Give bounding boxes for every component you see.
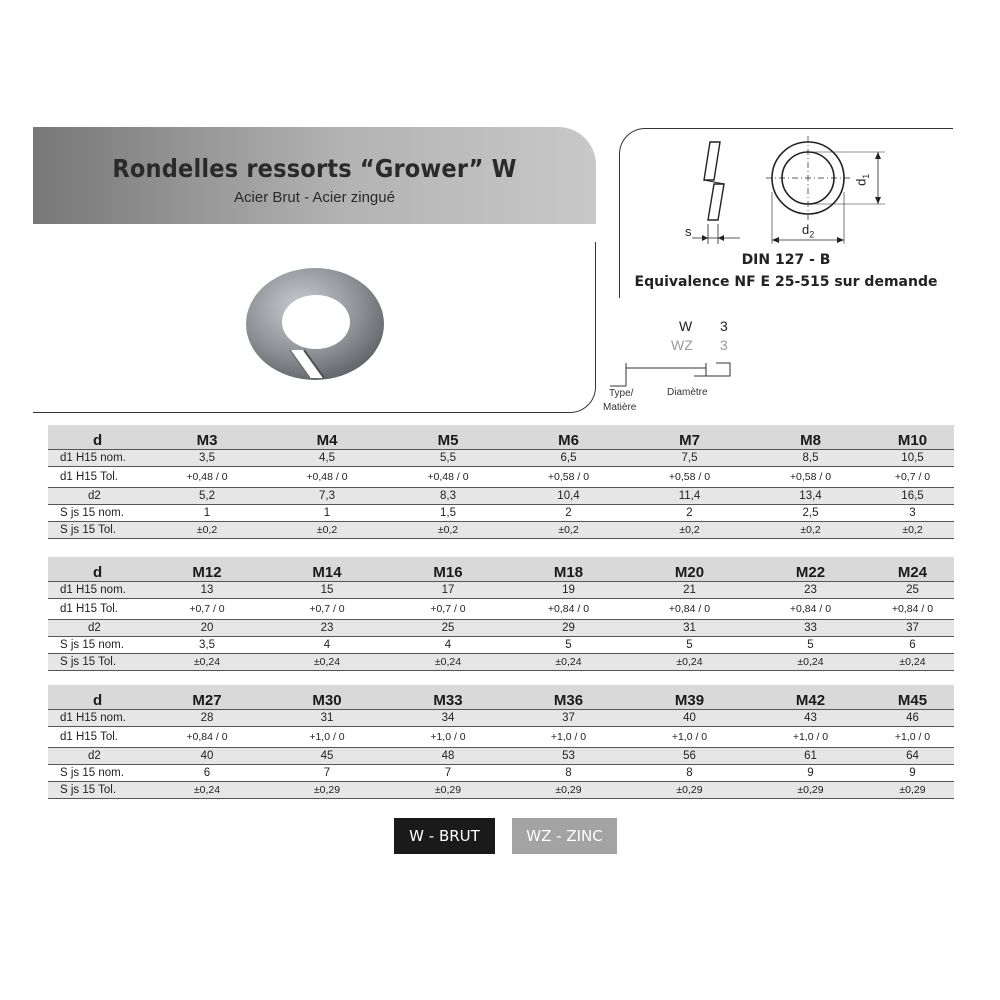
table-cell: +0,7 / 0 [266, 599, 388, 620]
diameter-label: Diamètre [667, 387, 708, 398]
table-cell: 28 [148, 710, 266, 727]
table-cell: 29 [508, 620, 629, 637]
badge-wz-zinc: WZ - ZINC [512, 818, 617, 854]
spec-table-1 [48, 425, 954, 539]
table-row [48, 450, 954, 467]
size-cell: M3 [148, 425, 266, 450]
table-cell: +0,84 / 0 [629, 599, 750, 620]
table-cell: 23 [266, 620, 388, 637]
spec-table-3 [48, 685, 954, 799]
table-cell: 25 [871, 582, 954, 599]
row-label: S js 15 Tol. [48, 782, 148, 799]
code-w: W [679, 318, 693, 334]
size-cell: M12 [148, 557, 266, 582]
size-cell: M6 [508, 425, 629, 450]
table-cell: 64 [871, 748, 954, 765]
table-cell: 34 [388, 710, 508, 727]
table-cell: 6,5 [508, 450, 629, 467]
table-cell: 8 [508, 765, 629, 782]
table-cell: 5,2 [148, 488, 266, 505]
table-cell: ±0,24 [871, 654, 954, 671]
table-row [48, 710, 954, 727]
table-cell: 20 [148, 620, 266, 637]
table-cell: 45 [266, 748, 388, 765]
table-header-row [48, 685, 954, 710]
din-standard: DIN 127 - B [741, 252, 831, 268]
table-cell: 3,5 [148, 450, 266, 467]
table-cell: +0,84 / 0 [508, 599, 629, 620]
table-cell: 48 [388, 748, 508, 765]
table-cell: 5,5 [388, 450, 508, 467]
size-cell: M33 [388, 685, 508, 710]
table-cell: 7,3 [266, 488, 388, 505]
table-cell: +0,58 / 0 [508, 467, 629, 488]
size-cell: M22 [750, 557, 871, 582]
dim-d1-main: d [853, 178, 869, 186]
row-label: d1 H15 Tol. [48, 599, 148, 620]
table-cell: 13 [148, 582, 266, 599]
table-row [48, 582, 954, 599]
size-cell: M16 [388, 557, 508, 582]
size-cell: M7 [629, 425, 750, 450]
table-cell: +0,7 / 0 [148, 599, 266, 620]
table-header-row [48, 425, 954, 450]
row-label: d [48, 685, 148, 710]
code-wz: WZ [671, 337, 693, 353]
row-label: d [48, 557, 148, 582]
table-cell: 16,5 [871, 488, 954, 505]
code-w-num: 3 [720, 318, 728, 334]
table-cell: 1 [266, 505, 388, 522]
table-cell: 6 [148, 765, 266, 782]
dim-d2-sub: 2 [809, 229, 815, 240]
row-label: S js 15 Tol. [48, 522, 148, 539]
washer-technical-drawing [680, 132, 890, 250]
row-label: d2 [48, 748, 148, 765]
table-cell: 4,5 [266, 450, 388, 467]
size-cell: M39 [629, 685, 750, 710]
dim-d1-sub: 1 [860, 173, 871, 179]
table-cell: 33 [750, 620, 871, 637]
table-cell: ±0,29 [388, 782, 508, 799]
table-cell: ±0,2 [388, 522, 508, 539]
size-cell: M27 [148, 685, 266, 710]
badge-w-brut: W - BRUT [394, 818, 495, 854]
size-cell: M8 [750, 425, 871, 450]
table-cell: 25 [388, 620, 508, 637]
table-cell: ±0,24 [266, 654, 388, 671]
table-row [48, 522, 954, 539]
table-row [48, 467, 954, 488]
table-cell: ±0,24 [629, 654, 750, 671]
table-cell: ±0,24 [508, 654, 629, 671]
table-cell: 19 [508, 582, 629, 599]
table-row [48, 782, 954, 799]
table-cell: +0,48 / 0 [148, 467, 266, 488]
table-cell: ±0,2 [871, 522, 954, 539]
row-label: S js 15 nom. [48, 637, 148, 654]
table-cell: ±0,2 [750, 522, 871, 539]
table-cell: 5 [508, 637, 629, 654]
table-cell: 8,5 [750, 450, 871, 467]
page-title: Rondelles ressorts “Grower” W [112, 154, 517, 183]
dim-d1-label [853, 174, 871, 186]
table-cell: ±0,2 [508, 522, 629, 539]
table-cell: 4 [388, 637, 508, 654]
row-label: d1 H15 Tol. [48, 727, 148, 748]
table-cell: 5 [750, 637, 871, 654]
table-row [48, 620, 954, 637]
spec-table-2 [48, 557, 954, 671]
table-cell: 23 [750, 582, 871, 599]
row-label: d2 [48, 488, 148, 505]
size-cell: M14 [266, 557, 388, 582]
table-cell: ±0,29 [871, 782, 954, 799]
table-cell: +0,48 / 0 [266, 467, 388, 488]
row-label: S js 15 nom. [48, 765, 148, 782]
row-label: d1 H15 nom. [48, 450, 148, 467]
table-cell: 31 [629, 620, 750, 637]
table-cell: 8 [629, 765, 750, 782]
table-cell: +0,84 / 0 [871, 599, 954, 620]
table-cell: 2 [508, 505, 629, 522]
table-cell: 7 [266, 765, 388, 782]
table-row [48, 488, 954, 505]
page-subtitle: Acier Brut - Acier zingué [234, 189, 395, 206]
washer-photo [240, 262, 390, 392]
size-cell: M5 [388, 425, 508, 450]
table-cell: 7 [388, 765, 508, 782]
table-cell: ±0,29 [750, 782, 871, 799]
table-cell: +0,84 / 0 [750, 599, 871, 620]
size-cell: M18 [508, 557, 629, 582]
table-cell: 40 [629, 710, 750, 727]
size-cell: M20 [629, 557, 750, 582]
type-label-line1: Type/ [609, 388, 634, 399]
size-cell: M10 [871, 425, 954, 450]
dim-d2-main: d [802, 222, 810, 237]
code-brackets [598, 358, 738, 388]
size-cell: M24 [871, 557, 954, 582]
table-cell: 53 [508, 748, 629, 765]
row-label: S js 15 Tol. [48, 654, 148, 671]
table-cell: 43 [750, 710, 871, 727]
type-label-line2: Matière [603, 402, 637, 413]
row-label: S js 15 nom. [48, 505, 148, 522]
table-cell: 61 [750, 748, 871, 765]
dim-s-label: s [685, 224, 692, 239]
table-cell: 31 [266, 710, 388, 727]
table-cell: 1 [148, 505, 266, 522]
table-cell: 10,4 [508, 488, 629, 505]
table-cell: 17 [388, 582, 508, 599]
nf-equivalence: Equivalence NF E 25-515 sur demande [634, 274, 938, 290]
table-cell: ±0,24 [148, 782, 266, 799]
size-cell: M42 [750, 685, 871, 710]
table-cell: 3 [871, 505, 954, 522]
table-cell: +0,48 / 0 [388, 467, 508, 488]
table-cell: +1,0 / 0 [508, 727, 629, 748]
size-cell: M30 [266, 685, 388, 710]
table-cell: +1,0 / 0 [629, 727, 750, 748]
table-cell: 9 [871, 765, 954, 782]
table-cell: ±0,29 [266, 782, 388, 799]
row-label: d2 [48, 620, 148, 637]
table-cell: 3,5 [148, 637, 266, 654]
table-cell: 40 [148, 748, 266, 765]
table-cell: 2 [629, 505, 750, 522]
table-cell: +0,58 / 0 [629, 467, 750, 488]
table-cell: ±0,29 [508, 782, 629, 799]
table-row [48, 599, 954, 620]
table-cell: 9 [750, 765, 871, 782]
table-cell: +1,0 / 0 [388, 727, 508, 748]
dim-d2-label [802, 222, 814, 240]
table-cell: ±0,2 [629, 522, 750, 539]
size-cell: M36 [508, 685, 629, 710]
table-cell: ±0,24 [388, 654, 508, 671]
row-label: d1 H15 nom. [48, 710, 148, 727]
table-cell: +0,7 / 0 [388, 599, 508, 620]
table-cell: +0,84 / 0 [148, 727, 266, 748]
table-cell: +0,58 / 0 [750, 467, 871, 488]
table-cell: 15 [266, 582, 388, 599]
table-row [48, 748, 954, 765]
table-cell: 37 [871, 620, 954, 637]
table-row [48, 727, 954, 748]
row-label: d [48, 425, 148, 450]
code-wz-num: 3 [720, 337, 728, 353]
table-cell: 10,5 [871, 450, 954, 467]
table-cell: 46 [871, 710, 954, 727]
table-cell: +1,0 / 0 [750, 727, 871, 748]
table-header-row [48, 557, 954, 582]
table-cell: ±0,2 [148, 522, 266, 539]
table-cell: 4 [266, 637, 388, 654]
table-cell: ±0,24 [148, 654, 266, 671]
table-cell: ±0,29 [629, 782, 750, 799]
size-cell: M45 [871, 685, 954, 710]
table-row [48, 505, 954, 522]
table-cell: 2,5 [750, 505, 871, 522]
table-row [48, 765, 954, 782]
table-cell: 8,3 [388, 488, 508, 505]
row-label: d1 H15 nom. [48, 582, 148, 599]
table-row [48, 654, 954, 671]
table-cell: 13,4 [750, 488, 871, 505]
table-cell: +1,0 / 0 [266, 727, 388, 748]
table-cell: 1,5 [388, 505, 508, 522]
table-cell: 56 [629, 748, 750, 765]
table-cell: +1,0 / 0 [871, 727, 954, 748]
table-cell: 5 [629, 637, 750, 654]
table-cell: ±0,2 [266, 522, 388, 539]
table-cell: 11,4 [629, 488, 750, 505]
size-cell: M4 [266, 425, 388, 450]
table-cell: 6 [871, 637, 954, 654]
table-row [48, 637, 954, 654]
row-label: d1 H15 Tol. [48, 467, 148, 488]
table-cell: +0,7 / 0 [871, 467, 954, 488]
table-cell: 7,5 [629, 450, 750, 467]
table-cell: ±0,24 [750, 654, 871, 671]
table-cell: 21 [629, 582, 750, 599]
table-cell: 37 [508, 710, 629, 727]
